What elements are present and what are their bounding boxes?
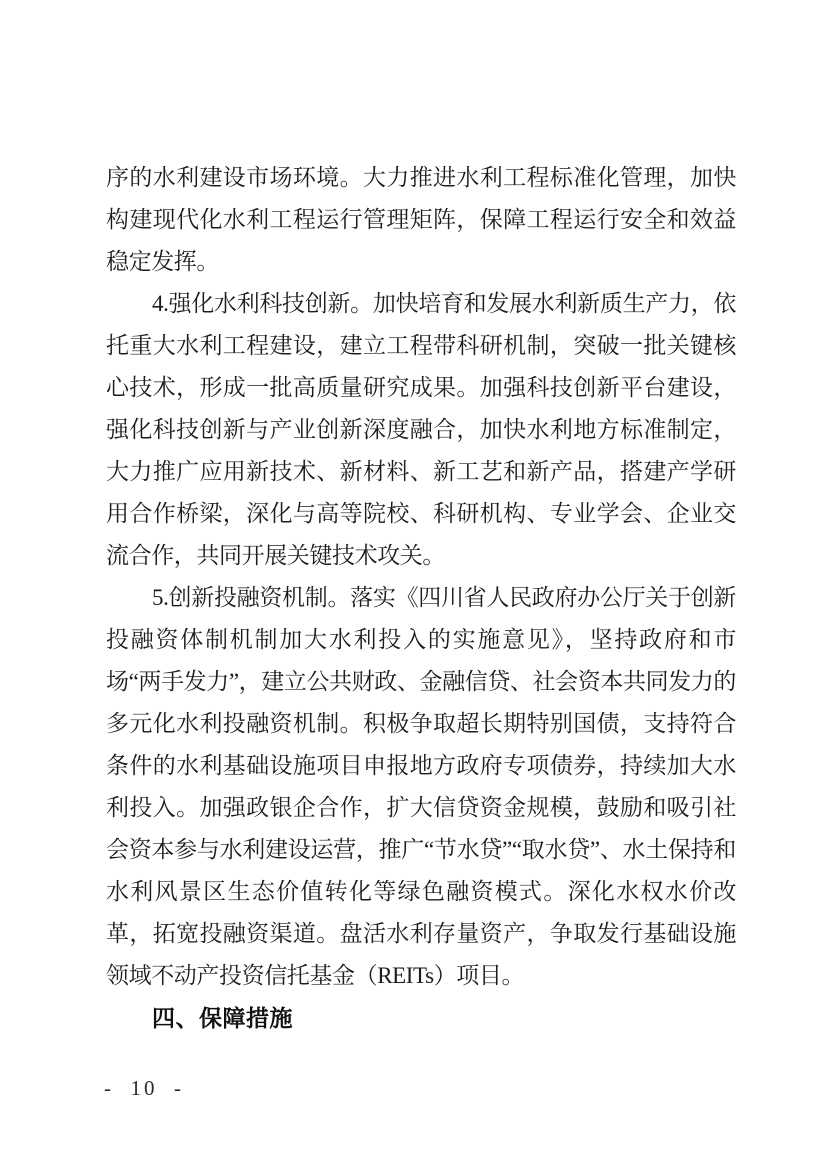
numbered-paragraph-5: 5.创新投融资机制。落实《四川省人民政府办公厅关于创新投融资体制机制加大水利投入的实施意见》，坚持政府和市场“两手发力”，建立公共财政、金融信贷、社会资本共同发力的多元化水利投融资机制。积极争取超长期特别国债，支持符合条件的水利基础设施项目申报地方政府专项债券，持续加大水利投入。加强政银企合作，扩大信贷资金规模，鼓励和吸引社会资本参与水利建设运营，推广“节水贷”“取水贷”、水土保持和水利风景区生态价值转化等绿色融资模式。深化水权水价改革，拓宽投融资渠道。盘活水利存量资产，争取发行基础设施领域不动产投资信托基金（REITs）项目。 xyxy=(106,585,736,988)
paragraph-continuation: 序的水利建设市场环境。大力推进水利工程标准化管理，加快构建现代化水利工程运行管理矩阵，保障工程运行安全和效益稳定发挥。 xyxy=(106,165,736,274)
numbered-paragraph-4: 4.强化水利科技创新。加快培育和发展水利新质生产力，依托重大水利工程建设，建立工程带科研机制，突破一批关键核心技术，形成一批高质量研究成果。加强科技创新平台建设，强化科技创新与产业创新深度融合，加快水利地方标准制定，大力推广应用新技术、新材料、新工艺和新产品，搭建产学研用合作桥梁，深化与高等院校、科研机构、专业学会、企业交流合作，共同开展关键技术攻关。 xyxy=(106,291,736,568)
document-body xyxy=(106,157,736,1039)
section-heading-guarantee-measures: 四、保障措施 xyxy=(152,1005,293,1031)
page-number: - 10 - xyxy=(104,1076,184,1100)
